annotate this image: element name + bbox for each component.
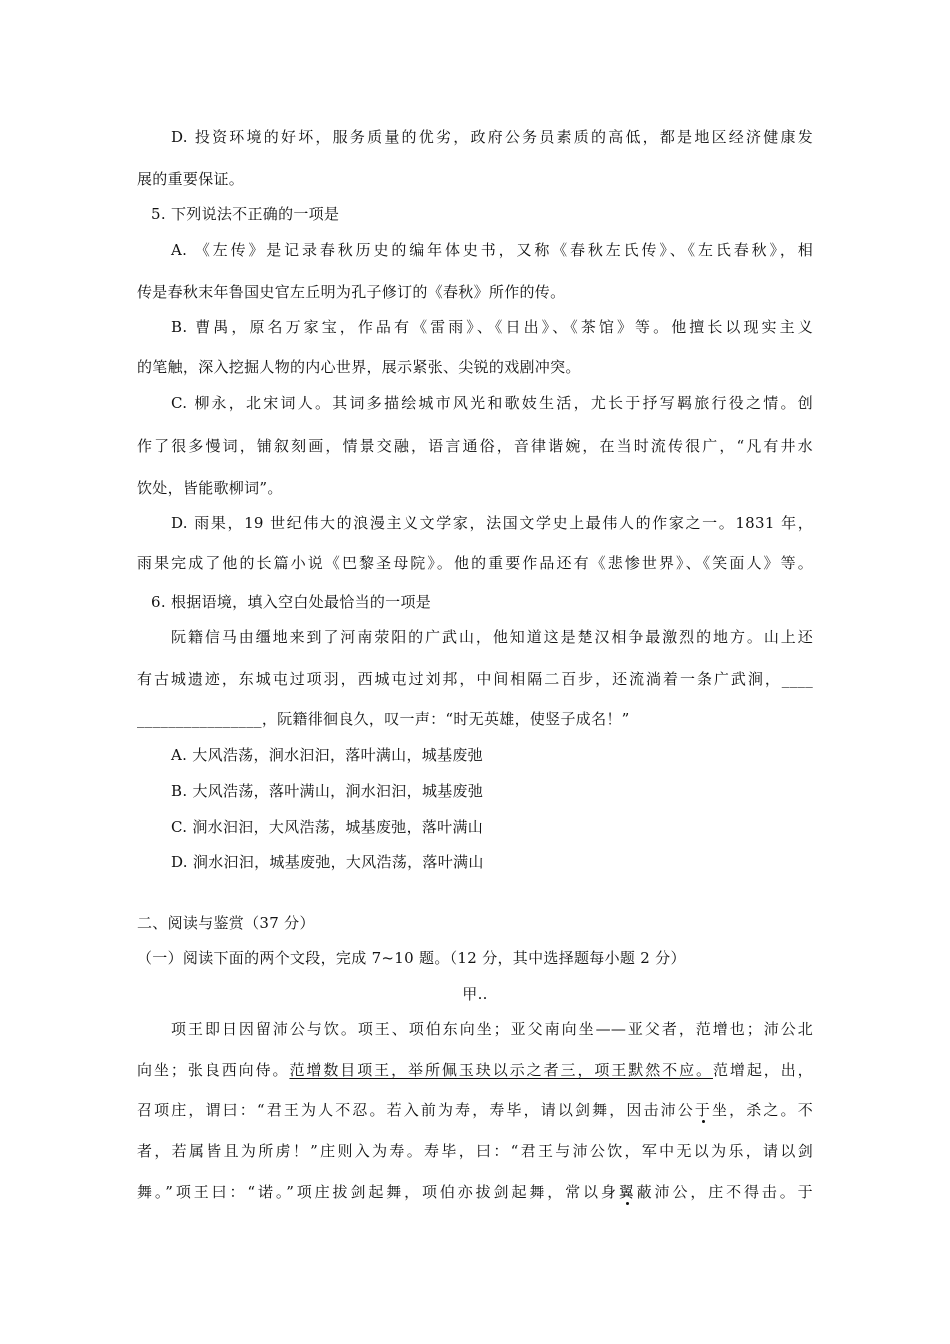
q5-stem: 5. 下列说法不正确的一项是 bbox=[151, 205, 340, 223]
q5-option-c-line2: 作了很多慢词，铺叙刻画，情景交融，语言通俗，音律谐婉，在当时流传很广，“凡有井水 bbox=[137, 437, 813, 455]
passage-title: 甲.. bbox=[462, 985, 488, 1003]
section2-heading: 二、阅读与鉴赏（37 分） bbox=[137, 914, 315, 932]
q6-option-d: D. 涧水汩汩，城基废弛，大风浩荡，落叶满山 bbox=[171, 853, 484, 871]
q5-option-c-line1: C. 柳永，北宋词人。其词多描绘城市风光和歌妓生活，尤长于抒写羁旅行役之情。创 bbox=[171, 394, 813, 412]
emphasis-dot-char: 翼 bbox=[618, 1183, 637, 1201]
section2-sub-heading: （一）阅读下面的两个文段，完成 7~10 题。（12 分，其中选择题每小题 2 分） bbox=[137, 949, 686, 967]
underlined-sentence: 范增数目项王，举所佩玉玦以示之者三，项王默然不应。 bbox=[289, 1061, 713, 1079]
passage-line2: 向坐；张良西向侍。范增数目项王，举所佩玉玦以示之者三，项王默然不应。范增起，出， bbox=[137, 1061, 813, 1079]
q5-option-a-line2: 传是春秋末年鲁国史官左丘明为孔子修订的《春秋》所作的传。 bbox=[137, 283, 566, 301]
passage-line5: 舞。”项王曰：“诺。”项庄拔剑起舞，项伯亦拔剑起舞，常以身翼蔽沛公，庄不得击。于 bbox=[137, 1183, 813, 1201]
q5-option-d-line1: D. 雨果，19 世纪伟大的浪漫主义文学家，法国文学史上最伟人的作家之一。1831 年， bbox=[171, 514, 813, 532]
q6-passage-line1: 阮籍信马由缰地来到了河南荥阳的广武山，他知道这是楚汉相争最激烈的地方。山上还 bbox=[171, 628, 813, 646]
q5-option-c-line3: 饮处，皆能歌柳词”。 bbox=[137, 479, 283, 497]
q6-blank: ________________ bbox=[137, 710, 262, 728]
passage-line1: 项王即日因留沛公与饮。项王、项伯东向坐；亚父南向坐——亚父者，范增也；沛公北 bbox=[171, 1020, 813, 1038]
q4-option-d-line1: D. 投资环境的好坏，服务质量的优劣，政府公务员素质的高低，都是地区经济健康发 bbox=[171, 128, 813, 146]
passage-line3: 召项庄，谓曰：“君王为人不忍。若入前为寿，寿毕，请以剑舞，因击沛公于坐，杀之。不 bbox=[137, 1101, 813, 1119]
q5-option-b-line2: 的笔触，深入挖掘人物的内心世界，展示紧张、尖锐的戏剧冲突。 bbox=[137, 358, 581, 376]
emphasis-dot-char: 于 bbox=[694, 1101, 713, 1119]
q6-option-b: B. 大风浩荡，落叶满山，涧水汩汩，城基废弛 bbox=[171, 782, 484, 800]
q6-stem: 6. 根据语境，填入空白处最恰当的一项是 bbox=[151, 593, 432, 611]
q6-passage-line2: 有古城遗迹，东城屯过项羽，西城屯过刘邦，中间相隔二百步，还流淌着一条广武涧，____ bbox=[137, 670, 813, 688]
q4-option-d-line2: 展的重要保证。 bbox=[137, 170, 245, 188]
passage-line4: 者，若属皆且为所虏！”庄则入为寿。寿毕，曰：“君王与沛公饮，军中无以为乐，请以剑 bbox=[137, 1142, 813, 1160]
q5-option-b-line1: B. 曹禺，原名万家宝，作品有《雷雨》、《日出》、《茶馆》等。他擅长以现实主义 bbox=[171, 318, 813, 336]
q5-option-d-line2: 雨果完成了他的长篇小说《巴黎圣母院》。他的重要作品还有《悲惨世界》、《笑面人》等。 bbox=[137, 554, 813, 572]
q5-option-a-line1: A. 《左传》是记录春秋历史的编年体史书，又称《春秋左氏传》、《左氏春秋》，相 bbox=[171, 241, 813, 259]
q6-option-a: A. 大风浩荡，涧水汩汩，落叶满山，城基废弛 bbox=[171, 746, 483, 764]
q6-passage-line3: ________________，阮籍徘徊良久，叹一声：“时无英雄，使竖子成名！” bbox=[137, 710, 630, 728]
q6-option-c: C. 涧水汩汩，大风浩荡，城基废弛，落叶满山 bbox=[171, 818, 484, 836]
